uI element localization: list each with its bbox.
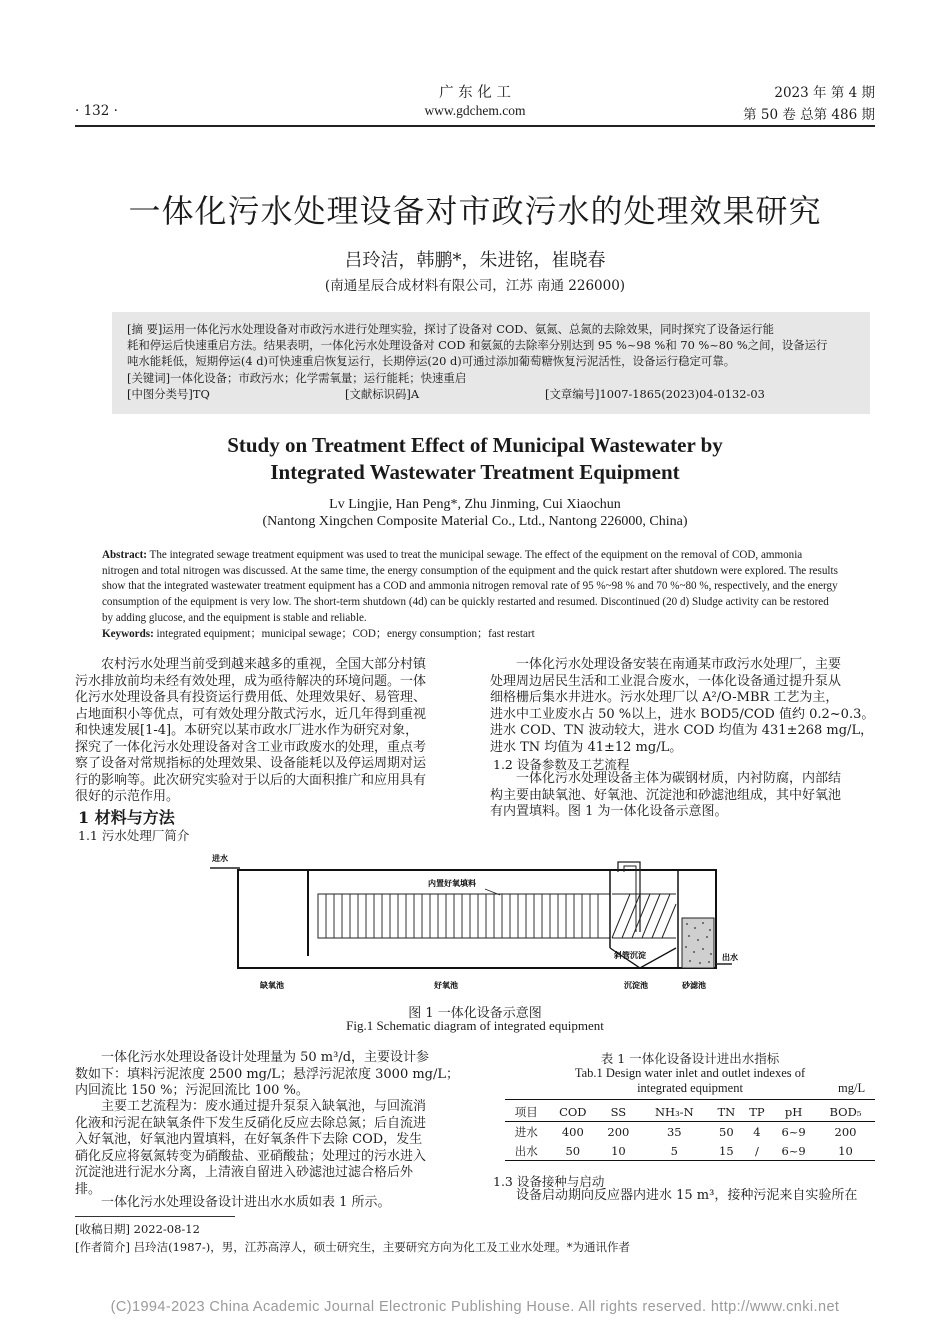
volume-info: 第 50 卷 总第 486 期 xyxy=(743,107,875,123)
plant-line: 进水 TN 均值为 41±12 mg/L。 xyxy=(490,739,683,755)
plant-line: 处理周边居民生活和工业混合废水，一体化设备通过提升泵从 xyxy=(490,673,842,689)
process-line: 硝化反应将氨氮转变为硝酸盐、亚硝酸盐；处理过的污水进入 xyxy=(75,1148,427,1164)
table-cell: 出水 xyxy=(514,1143,538,1158)
table1-top-rule xyxy=(505,1099,875,1100)
table-cell: 35 xyxy=(666,1124,682,1139)
anoxic-label: 缺氧池 xyxy=(260,981,284,990)
doc-code: [文献标识码]A xyxy=(345,387,420,401)
section-1-1-heading: 1.1 污水处理厂简介 xyxy=(78,828,190,843)
table1-unit: mg/L xyxy=(838,1081,866,1095)
equipment-line: 构主要由缺氧池、好氧池、沉淀池和砂滤池组成，其中好氧池 xyxy=(490,787,842,803)
table1-caption-en-2: integrated equipment xyxy=(637,1081,743,1095)
inclined-tubes xyxy=(612,894,676,938)
process-line: 排。 xyxy=(75,1181,102,1197)
equipment-schematic xyxy=(200,848,740,998)
table-cell: 6~9 xyxy=(781,1124,806,1139)
equipment-line: 有内置填料。图 1 为一体化设备示意图。 xyxy=(490,804,728,819)
table-header-cell: TP xyxy=(749,1104,765,1119)
table-ref-paragraph: 一体化污水处理设备设计进出水水质如表 1 所示。 xyxy=(75,1195,391,1210)
equipment-paragraph xyxy=(490,771,882,821)
intro-line: 和快速发展[1-4]。本研究以某市政水厂进水作为研究对象， xyxy=(75,723,419,738)
table-header-cell: SS xyxy=(610,1104,627,1119)
keywords-en: integrated equipment；municipal sewage；COD；energy consumption；fast restart xyxy=(153,627,535,640)
intro-paragraph xyxy=(75,657,467,806)
keywords-cn: [关键词]一体化设备；市政污水；化学需氧量；运行能耗；快速重启 xyxy=(127,371,467,385)
sand-media xyxy=(682,918,714,968)
process-line: 化液和污泥在缺氧条件下发生反硝化反应去除总氮；后自流进 xyxy=(75,1115,427,1131)
table-header-cell: NH₃-N xyxy=(654,1104,694,1119)
abstract-en-line1: The integrated sewage treatment equipment was used to treat the municipal sewage. The effect of the equipment on the removal of COD, ammonia xyxy=(146,549,803,561)
journal-url[interactable]: www.gdchem.com xyxy=(424,103,526,118)
title-cn: 一体化污水处理设备对市政污水的处理效果研究 xyxy=(128,192,822,230)
equipment-line: 一体化污水处理设备主体为碳钢材质，内衬防腐，内部结 xyxy=(490,771,842,786)
issue-info: 2023 年 第 4 期 xyxy=(774,85,875,101)
table1-header-row xyxy=(505,1102,875,1122)
abstract-en-line5: by adding glucose, and the equipment is stable and reliable. xyxy=(102,611,367,624)
article-number: [文章编号]1007-1865(2023)04-0132-03 xyxy=(545,387,765,401)
aerobic-label: 好氧池 xyxy=(434,981,458,990)
process-line: 沉淀池进行泥水分离，上清液自留进入砂滤池过滤合格后外 xyxy=(75,1165,414,1180)
design-params-paragraph xyxy=(75,1050,467,1100)
plant-line: 进水中工业废水占 50 %以上，进水 BOD5/COD 值约 0.2~0.3。 xyxy=(490,706,875,722)
header-rule xyxy=(75,125,875,127)
table-cell: 进水 xyxy=(514,1124,538,1139)
figure1-caption-cn: 图 1 一体化设备示意图 xyxy=(408,1006,542,1021)
table-cell: 50 xyxy=(565,1143,581,1158)
plant-line: 一体化污水处理设备安装在南通某市政污水处理厂，主要 xyxy=(490,657,842,672)
table-cell: 5 xyxy=(670,1143,678,1158)
table1-caption-en-1: Tab.1 Design water inlet and outlet indexes of xyxy=(574,1066,806,1080)
inlet-label: 进水 xyxy=(212,854,228,863)
settle-label: 沉淀池 xyxy=(624,981,648,990)
table-header-cell: pH xyxy=(784,1104,803,1119)
table-cell: 200 xyxy=(834,1124,857,1139)
intro-line: 行的影响等。此次研究实验对于以后的大面积推广和应用具有 xyxy=(75,772,427,788)
section-1-3-heading: 1.3 设备接种与启动 xyxy=(493,1174,605,1189)
intro-line: 探究了一体化污水处理设备对含工业市政废水的处理，重点考 xyxy=(75,739,427,755)
table1-caption-cn: 表 1 一体化设备设计进出水指标 xyxy=(600,1051,780,1066)
affiliation-en: (Nantong Xingchen Composite Material Co., Ltd., Nantong 226000, China) xyxy=(262,514,688,529)
abstract-en-label: Abstract: xyxy=(102,549,147,561)
design-line: 数如下：填料污泥浓度 2500 mg/L；悬浮污泥浓度 3000 mg/L； xyxy=(75,1066,460,1082)
plant-line: 进水 COD、TN 波动较大，进水 COD 均值为 431±268 mg/L， xyxy=(490,723,874,738)
intro-line: 污水排放前均未经有效处理，成为亟待解决的环境问题。一体 xyxy=(75,673,427,689)
table-header-cell: COD xyxy=(559,1104,587,1119)
title-en-line2: Integrated Wastewater Treatment Equipment xyxy=(270,460,680,484)
authors-en: Lv Lingjie, Han Peng*, Zhu Jinming, Cui Xiaochun xyxy=(329,497,621,512)
sand-label: 砂滤池 xyxy=(682,981,706,990)
abstract-en-line2: nitrogen and total nitrogen was discussed. At the same time, the energy consumption of the equipment and the quick restart after shutdown were explored. The results xyxy=(102,564,838,577)
keywords-en-label: Keywords: xyxy=(102,627,154,640)
table1 xyxy=(505,1102,875,1161)
abstract-cn-line1: [摘 要]运用一体化污水处理设备对市政污水进行处理实验，探讨了设备对 COD、氨氮、总氮的去除效果，同时探究了设备运行能 xyxy=(127,322,775,336)
cnki-watermark: (C)1994-2023 China Academic Journal Electronic Publishing House. All rights reserved. http://www.cnki.net xyxy=(110,1299,840,1315)
table-cell: 6~9 xyxy=(781,1143,806,1158)
figure1-caption-en: Fig.1 Schematic diagram of integrated equipment xyxy=(346,1018,604,1033)
table-row xyxy=(505,1122,875,1142)
table-cell: / xyxy=(755,1143,759,1158)
table-cell: 400 xyxy=(561,1124,584,1139)
section-1-heading: 1 材料与方法 xyxy=(78,808,175,827)
filler-label: 内置好氧填料 xyxy=(428,879,476,888)
table-header-cell: BOD₅ xyxy=(829,1104,862,1119)
intro-line: 很好的示范作用。 xyxy=(75,789,180,804)
plant-line: 细格栅后集水井进水。污水处理厂以 A²/O-MBR 工艺为主， xyxy=(490,690,839,705)
clc-number: [中图分类号]TQ xyxy=(127,387,210,401)
table-header-cell: 项目 xyxy=(514,1104,538,1119)
plant-intro-paragraph xyxy=(490,657,882,756)
page-number: · 132 · xyxy=(75,103,118,119)
intro-line: 农村污水处理当前受到越来越多的重视，全国大部分村镇 xyxy=(75,657,427,672)
filler-media xyxy=(326,894,598,938)
title-en-line1: Study on Treatment Effect of Municipal Wastewater by xyxy=(227,433,723,457)
intro-line: 察了设备对常规指标的处理效果、设备能耗以及停运周期对运 xyxy=(75,756,427,771)
table-cell: 10 xyxy=(838,1143,853,1158)
abstract-en-line4: consumption of the equipment is very low. The short-term shutdown (4d) can be quickly restarted and resumed. Discontinued (20 d) Sludge activity can be restored xyxy=(102,596,829,609)
settler-inner-label: 斜管沉淀 xyxy=(614,951,646,960)
table-cell: 15 xyxy=(719,1143,734,1158)
abstract-cn-line3: 吨水能耗低，短期停运(4 d)可快速重启恢复运行，长期停运(20 d)可通过添加葡萄糖恢复污泥活性，设备运行稳定可靠。 xyxy=(127,354,736,368)
table-cell: 200 xyxy=(607,1124,630,1139)
intro-line: 占地面积小等优点，可有效处理分散式污水，近几年得到重视 xyxy=(75,706,427,722)
section-1-2-heading: 1.2 设备参数及工艺流程 xyxy=(493,757,630,772)
return-pipe-inner xyxy=(624,866,636,932)
intro-line: 化污水处理设备具有投资运行费用低、处理效果好、易管理、 xyxy=(75,690,427,705)
journal-name: 广 东 化 工 xyxy=(439,85,511,101)
startup-paragraph: 设备启动期向反应器内进水 15 m³，接种污泥来自实验所在 xyxy=(490,1188,858,1203)
received-date: [收稿日期] 2022-08-12 xyxy=(75,1222,200,1236)
table-cell: 50 xyxy=(719,1124,734,1139)
author-bio: [作者简介] 吕玲洁(1987-)，男，江苏高淳人，硕士研究生，主要研究方向为化工及工业水处理。*为通讯作者 xyxy=(75,1240,630,1254)
abstract-cn-line2: 耗和停运后快速重启方法。结果表明，一体化污水处理设备对 COD 和氨氮的去除率分别达到 95 %~98 %和 70 %~80 %之间，设备运行 xyxy=(127,338,828,352)
design-line: 内回流比 150 %；污泥回流比 100 %。 xyxy=(75,1083,309,1098)
design-line: 一体化污水处理设备设计处理量为 50 m³/d，主要设计参 xyxy=(75,1050,430,1065)
outlet-label: 出水 xyxy=(722,953,738,962)
process-line: 主要工艺流程为：废水通过提升泵泵入缺氧池，与回流消 xyxy=(75,1099,427,1114)
table-row xyxy=(505,1141,875,1161)
process-line: 入好氧池，好氧池内置填料，在好氧条件下去除 COD，发生 xyxy=(75,1132,423,1147)
process-paragraph xyxy=(75,1099,467,1198)
authors-cn: 吕玲洁，韩鹏*，朱进铭，崔晓春 xyxy=(344,250,606,271)
abstract-en-line3: show that the integrated wastewater treatment equipment has a COD and ammonia nitrogen removal rate of 95 %~98 % and 70 %~80 %, respectively, and the energy xyxy=(102,580,838,593)
abstract-en xyxy=(102,548,882,642)
table-cell: 10 xyxy=(611,1143,626,1158)
table-cell: 4 xyxy=(753,1124,761,1139)
table-header-cell: TN xyxy=(717,1104,736,1119)
footnote-rule xyxy=(75,1216,235,1217)
affiliation-cn: (南通星辰合成材料有限公司，江苏 南通 226000) xyxy=(324,278,626,294)
